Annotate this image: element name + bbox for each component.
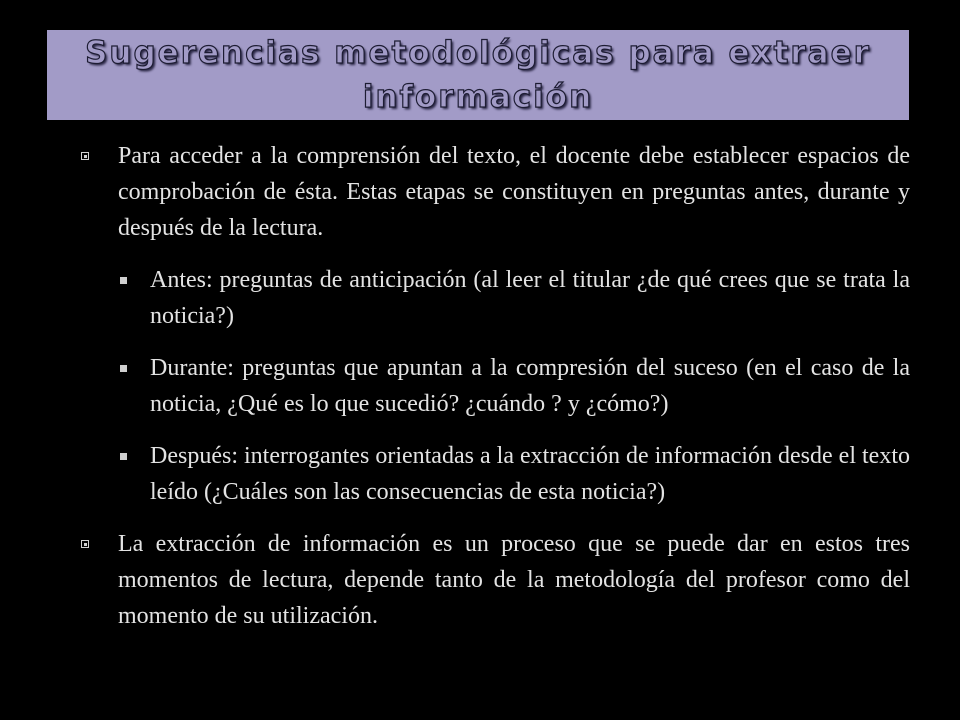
sub-bullet-text: Antes: preguntas de anticipación (al leer el titular ¿de qué crees que se trata la noticia?)	[150, 267, 910, 329]
boxed-square-bullet-icon	[81, 540, 89, 548]
filled-square-bullet-icon	[120, 365, 127, 372]
bullet-item	[78, 138, 910, 246]
filled-square-bullet-icon	[120, 453, 127, 460]
boxed-square-bullet-icon	[81, 152, 89, 160]
sub-bullet-item	[110, 350, 910, 422]
bullet-text: Para acceder a la comprensión del texto, el docente debe establecer espacios de comprobación de ésta. Estas etapas se constituyen en preguntas antes, durante y después de la lectura.	[118, 143, 910, 241]
sub-bullet-item	[110, 438, 910, 510]
title-band	[47, 30, 909, 120]
sub-bullet-item	[110, 262, 910, 334]
slide-title: Sugerencias metodológicas para extraer información	[85, 35, 871, 115]
slide-content	[78, 138, 910, 634]
bullet-item	[78, 526, 910, 634]
bullet-text: La extracción de información es un proceso que se puede dar en estos tres momentos de lectura, depende tanto de la metodología del profesor como del momento de su utilización.	[118, 531, 910, 629]
sub-bullet-text: Después: interrogantes orientadas a la extracción de información desde el texto leído (¿Cuáles son las consecuencias de esta noticia?)	[150, 443, 910, 505]
filled-square-bullet-icon	[120, 277, 127, 284]
sub-bullet-text: Durante: preguntas que apuntan a la compresión del suceso (en el caso de la noticia, ¿Qué es lo que sucedió? ¿cuándo ? y ¿cómo?)	[150, 355, 910, 417]
